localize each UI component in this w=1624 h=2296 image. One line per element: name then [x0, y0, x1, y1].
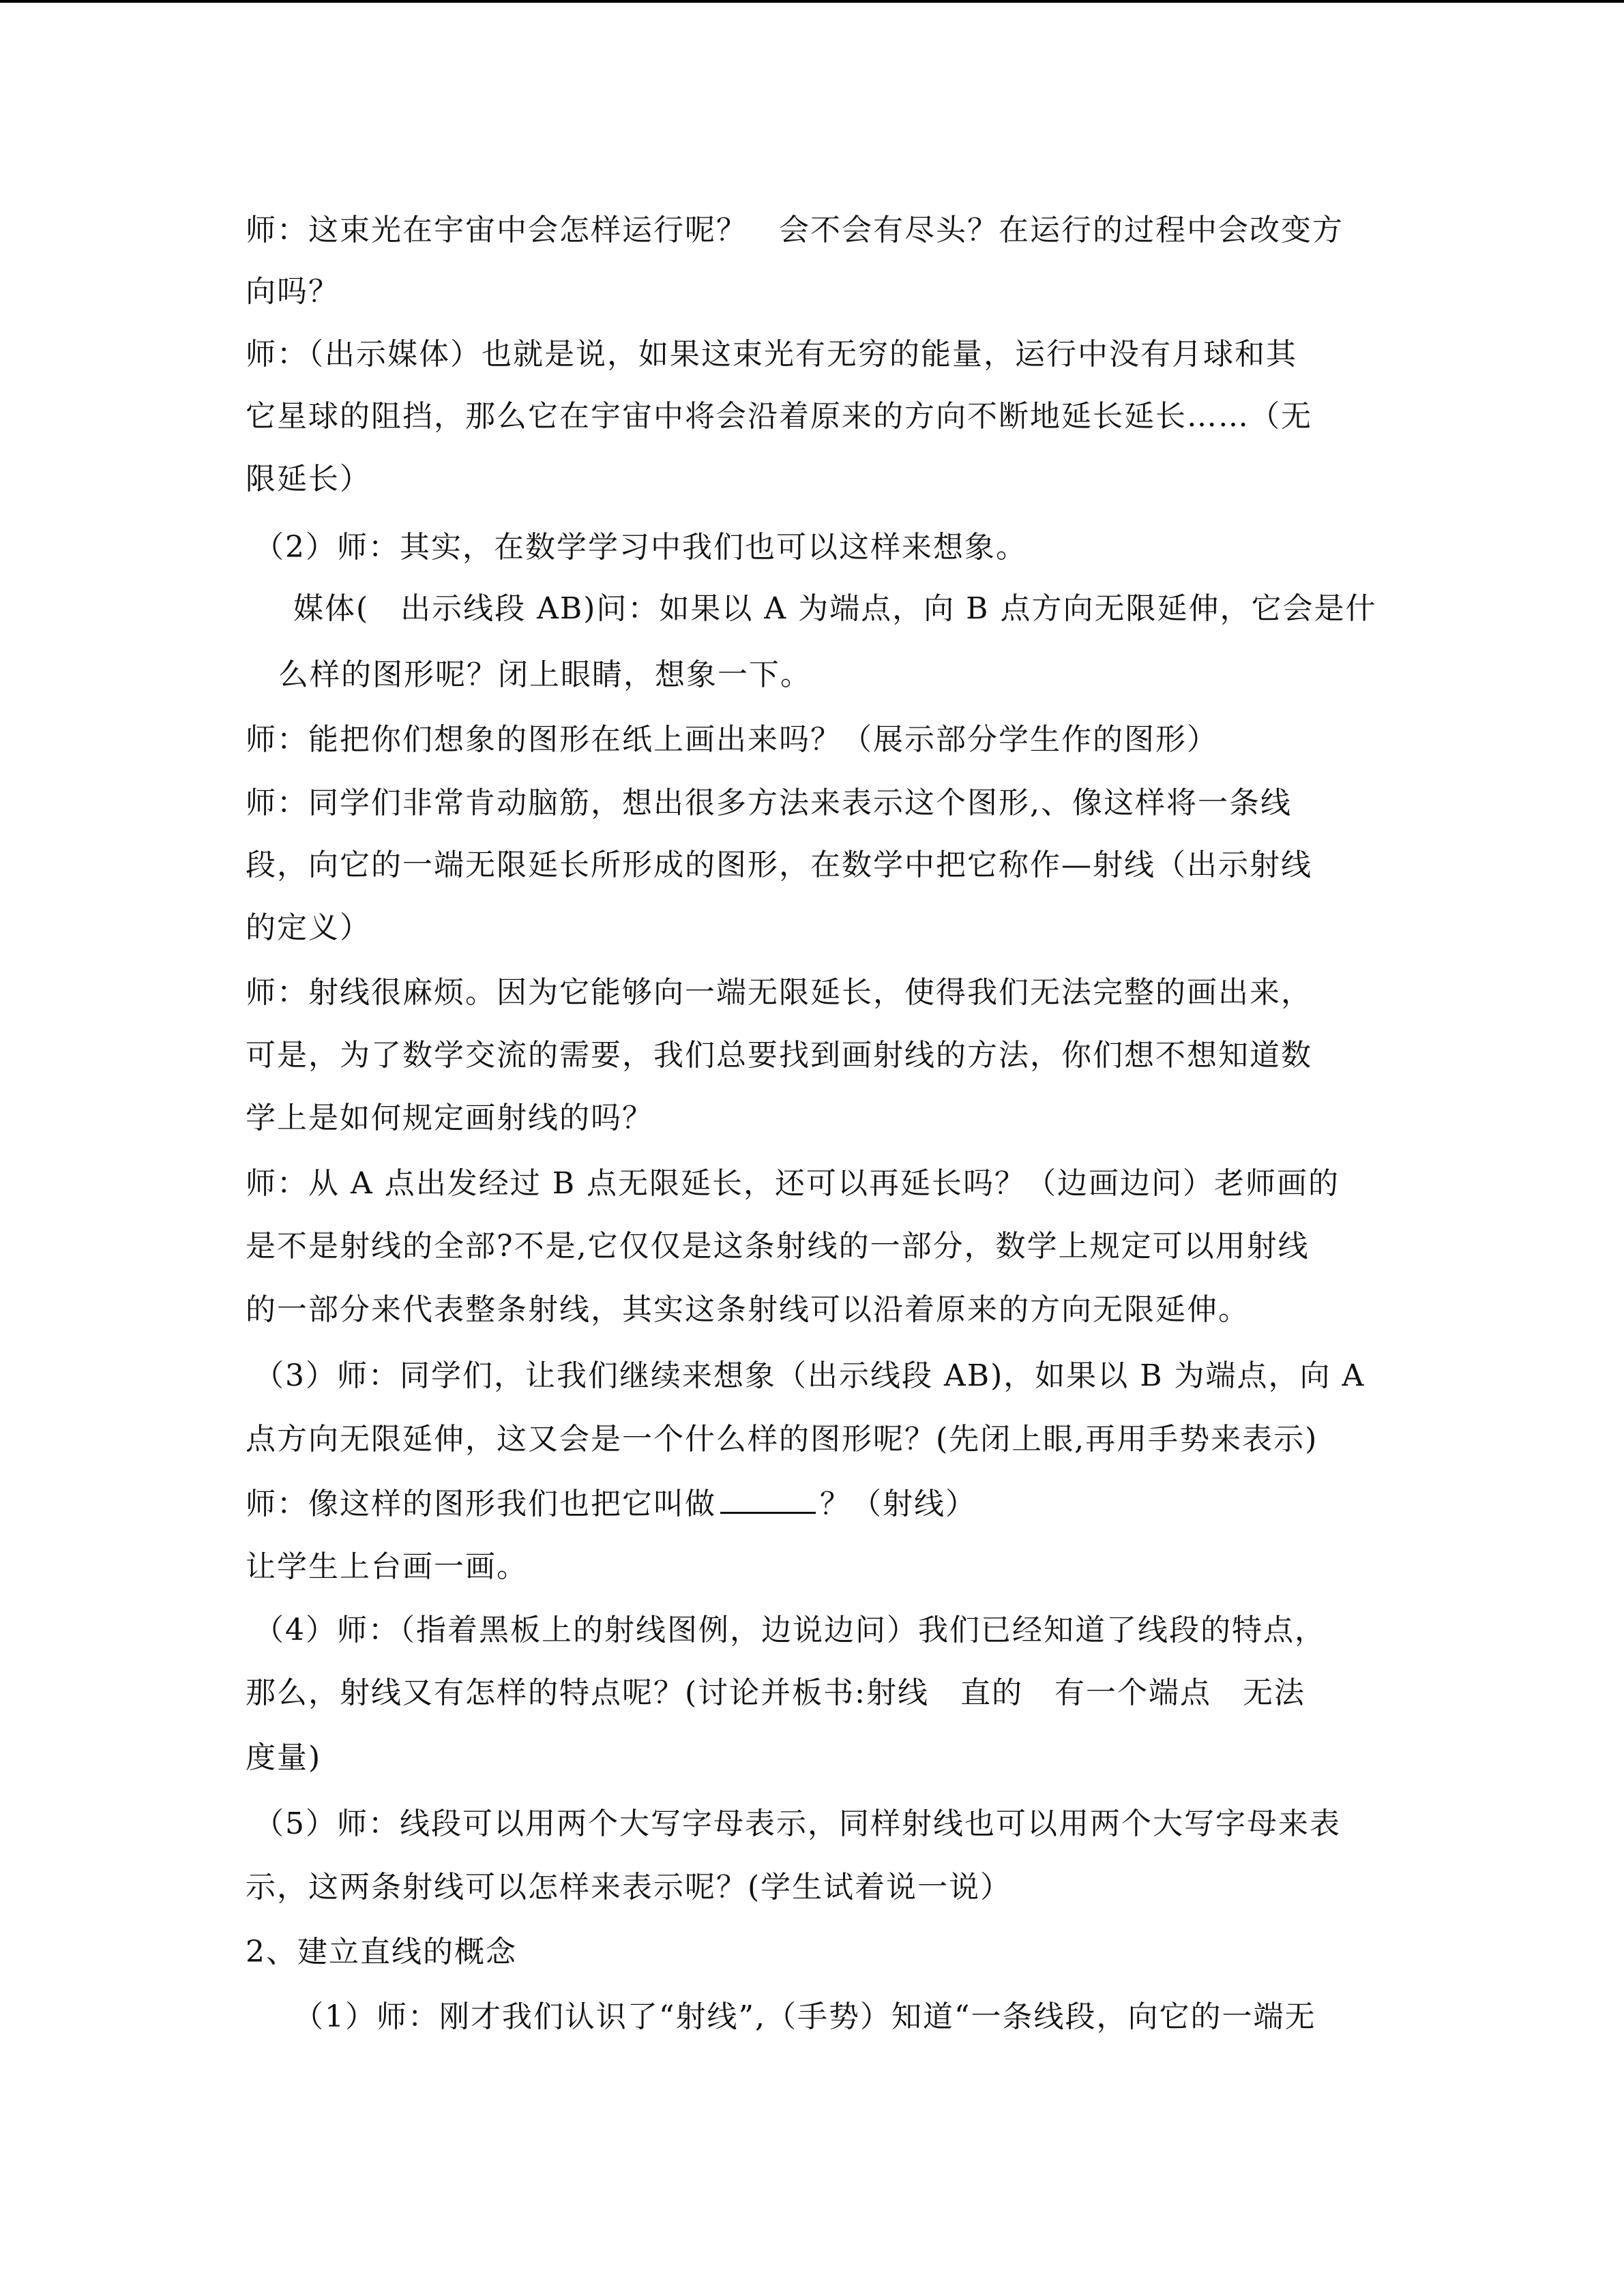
section-heading: 2、建立直线的概念	[246, 1935, 517, 1969]
text-line: 可是，为了数学交流的需要，我们总要找到画射线的方法，你们想不想知道数	[246, 1038, 1312, 1073]
text-line: 师：这束光在宇宙中会怎样运行呢？ 会不会有尽头？在运行的过程中会改变方	[246, 213, 1344, 248]
text-line: 示，这两条射线可以怎样来表示呢？(学生试着说一说）	[246, 1870, 1012, 1905]
text-line: （5）师：线段可以用两个大写字母表示，同样射线也可以用两个大写字母来表	[254, 1806, 1341, 1841]
text-line: 师：能把你们想象的图形在纸上画出来吗？（展示部分学生作的图形）	[246, 722, 1218, 757]
text-line: 师：（出示媒体）也就是说，如果这束光有无穷的能量，运行中没有月球和其	[246, 337, 1297, 372]
text-line: 的定义）	[246, 910, 371, 945]
text-line: 师：射线很麻烦。因为它能够向一端无限延长，使得我们无法完整的画出来，	[246, 975, 1312, 1010]
text-line: 限延长）	[246, 462, 371, 496]
answer-blank	[720, 1485, 816, 1514]
text-line: 段，向它的一端无限延长所形成的图形，在数学中把它称作—射线（出示射线	[246, 848, 1312, 882]
text-line: 的一部分来代表整条射线，其实这条射线可以沿着原来的方向无限延伸。	[246, 1292, 1250, 1327]
text-line: 向吗？	[246, 274, 340, 309]
text-line: 媒体( 出示线段 AB)问：如果以 A 为端点，向 B 点方向无限延伸，它会是什	[293, 591, 1377, 626]
text-line: 让学生上台画一画。	[246, 1549, 528, 1584]
text-line: 师：从 A 点出发经过 B 点无限延长，还可以再延长吗？（边画边问）老师画的	[246, 1166, 1340, 1201]
text-line: （3）师：同学们，让我们继续来想象（出示线段 AB)，如果以 B 为端点，向 A	[254, 1358, 1365, 1393]
text-line: （2）师：其实，在数学学习中我们也可以这样来想象。	[254, 530, 1027, 565]
text-line: 点方向无限延伸，这又会是一个什么样的图形呢？(先闭上眼,再用手势来表示)	[246, 1422, 1318, 1457]
fill-in-blank-line	[246, 1485, 1391, 1525]
text-line: 学上是如何规定画射线的吗？	[246, 1101, 653, 1135]
blank-line-before: 师：像这样的图形我们也把它叫做	[246, 1487, 716, 1521]
text-line: （4）师：（指着黑板上的射线图例，边说边问）我们已经知道了线段的特点，	[254, 1613, 1326, 1648]
text-line: 师：同学们非常肯动脑筋，想出很多方法来表示这个图形,、像这样将一条线	[246, 786, 1292, 820]
text-line: 是不是射线的全部?不是,它仅仅是这条射线的一部分，数学上规定可以用射线	[246, 1229, 1310, 1264]
text-line: 么样的图形呢？闭上眼睛，想象一下。	[278, 657, 812, 692]
blank-line-after: ？（射线）	[820, 1487, 977, 1521]
text-line: （1）师：刚才我们认识了“射线”,（手势）知道“一条线段，向它的一端无	[293, 1999, 1316, 2034]
text-line: 度量)	[246, 1740, 322, 1775]
text-line: 它星球的阻挡，那么它在宇宙中将会沿着原来的方向不断地延长延长……（无	[246, 399, 1312, 434]
text-line: 那么，射线又有怎样的特点呢？(讨论并板书:射线 直的 有一个端点 无法	[246, 1675, 1305, 1710]
